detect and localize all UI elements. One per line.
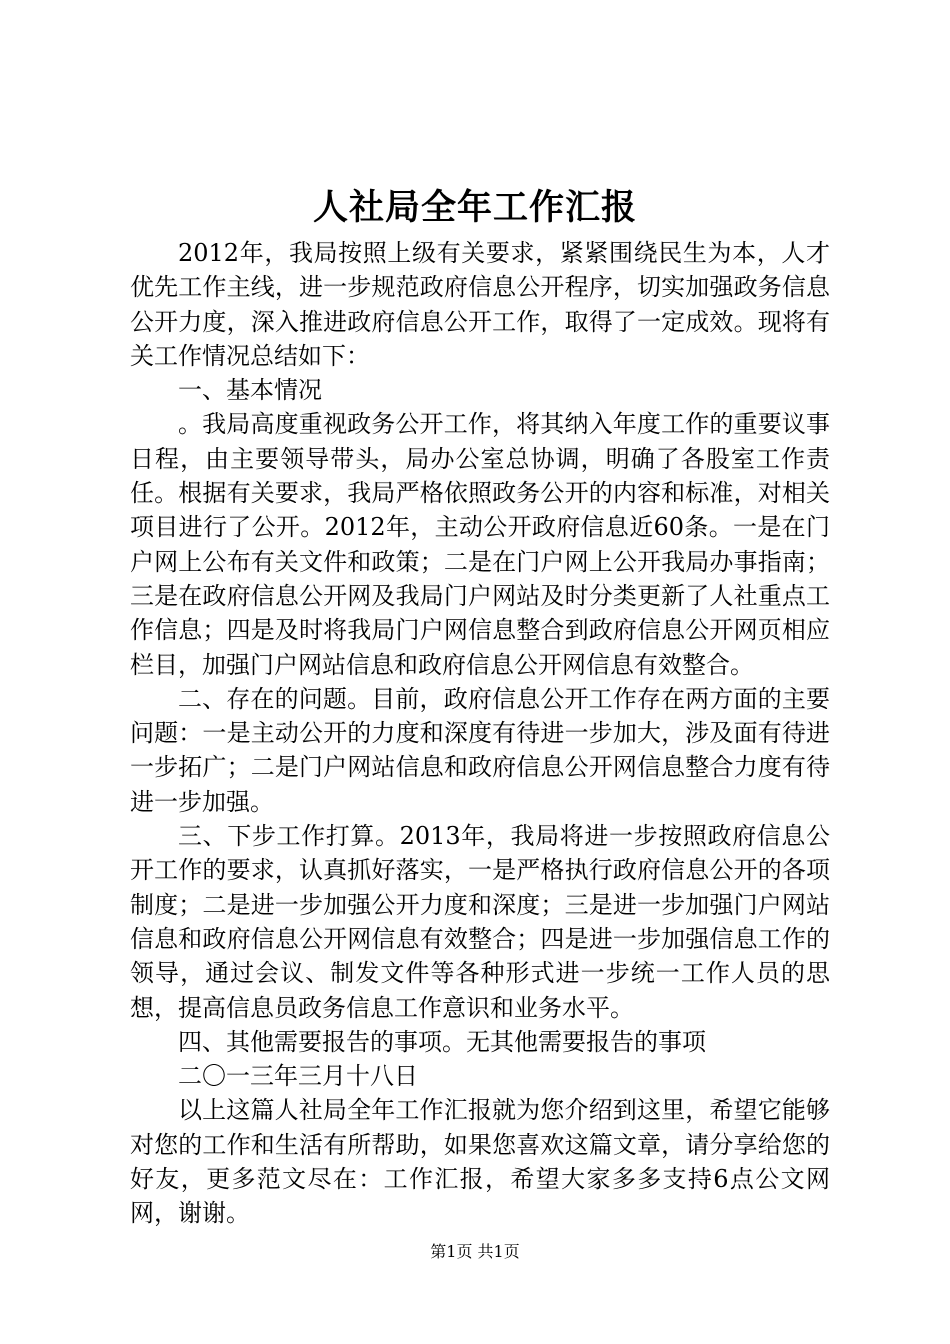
page-footer: 第1页 共1页 xyxy=(430,1242,520,1261)
document-date: 二〇一三年三月十八日 xyxy=(178,1062,418,1091)
paragraph-intro: 2012年，我局按照上级有关要求，紧紧围绕民生为本，人才优先工作主线，进一步规范政府信息公开程序，切实加强政务信息公开力度，深入推进政府信息公开工作，取得了一定成效。现将有关工作情况总结如下： xyxy=(130,239,830,370)
heading-basic-situation: 一、基本情况 xyxy=(178,376,322,405)
paragraph-other-matters: 四、其他需要报告的事项。无其他需要报告的事项 xyxy=(178,1027,706,1056)
paragraph-basic-situation: 。我局高度重视政务公开工作，将其纳入年度工作的重要议事日程，由主要领导带头，局办公室总协调，明确了各股室工作责任。根据有关要求，我局严格依照政务公开的内容和标准，对相关项目进行了公开。2012年，主动公开政府信息近60条。一是在门户网上公布有关文件和政策；二是在门户网上公开我局办事指南；三是在政府信息公开网及我局门户网站及时分类更新了人社重点工作信息；四是及时将我局门户网信息整合到政府信息公开网页相应栏目，加强门户网站信息和政府信息公开网信息有效整合。 xyxy=(130,410,830,679)
document-body xyxy=(130,236,830,1231)
paragraph-problems: 二、存在的问题。目前，政府信息公开工作存在两方面的主要问题：一是主动公开的力度和深度有待进一步加大，涉及面有待进一步拓广；二是门户网站信息和政府信息公开网信息整合力度有待进一步加强。 xyxy=(130,684,830,816)
document-title: 人社局全年工作汇报 xyxy=(312,187,637,228)
paragraph-closing: 以上这篇人社局全年工作汇报就为您介绍到这里，希望它能够对您的工作和生活有所帮助，如果您喜欢这篇文章，请分享给您的好友，更多范文尽在：工作汇报，希望大家多多支持6点公文网网，谢谢。 xyxy=(130,1096,830,1228)
paragraph-next-steps: 三、下步工作打算。2013年，我局将进一步按照政府信息公开工作的要求，认真抓好落实，一是严格执行政府信息公开的各项制度；二是进一步加强公开力度和深度；三是进一步加强门户网站信息和政府信息公开网信息有效整合；四是进一步加强信息工作的领导，通过会议、制发文件等各种形式进一步统一工作人员的思想，提高信息员政务信息工作意识和业务水平。 xyxy=(130,822,830,1022)
